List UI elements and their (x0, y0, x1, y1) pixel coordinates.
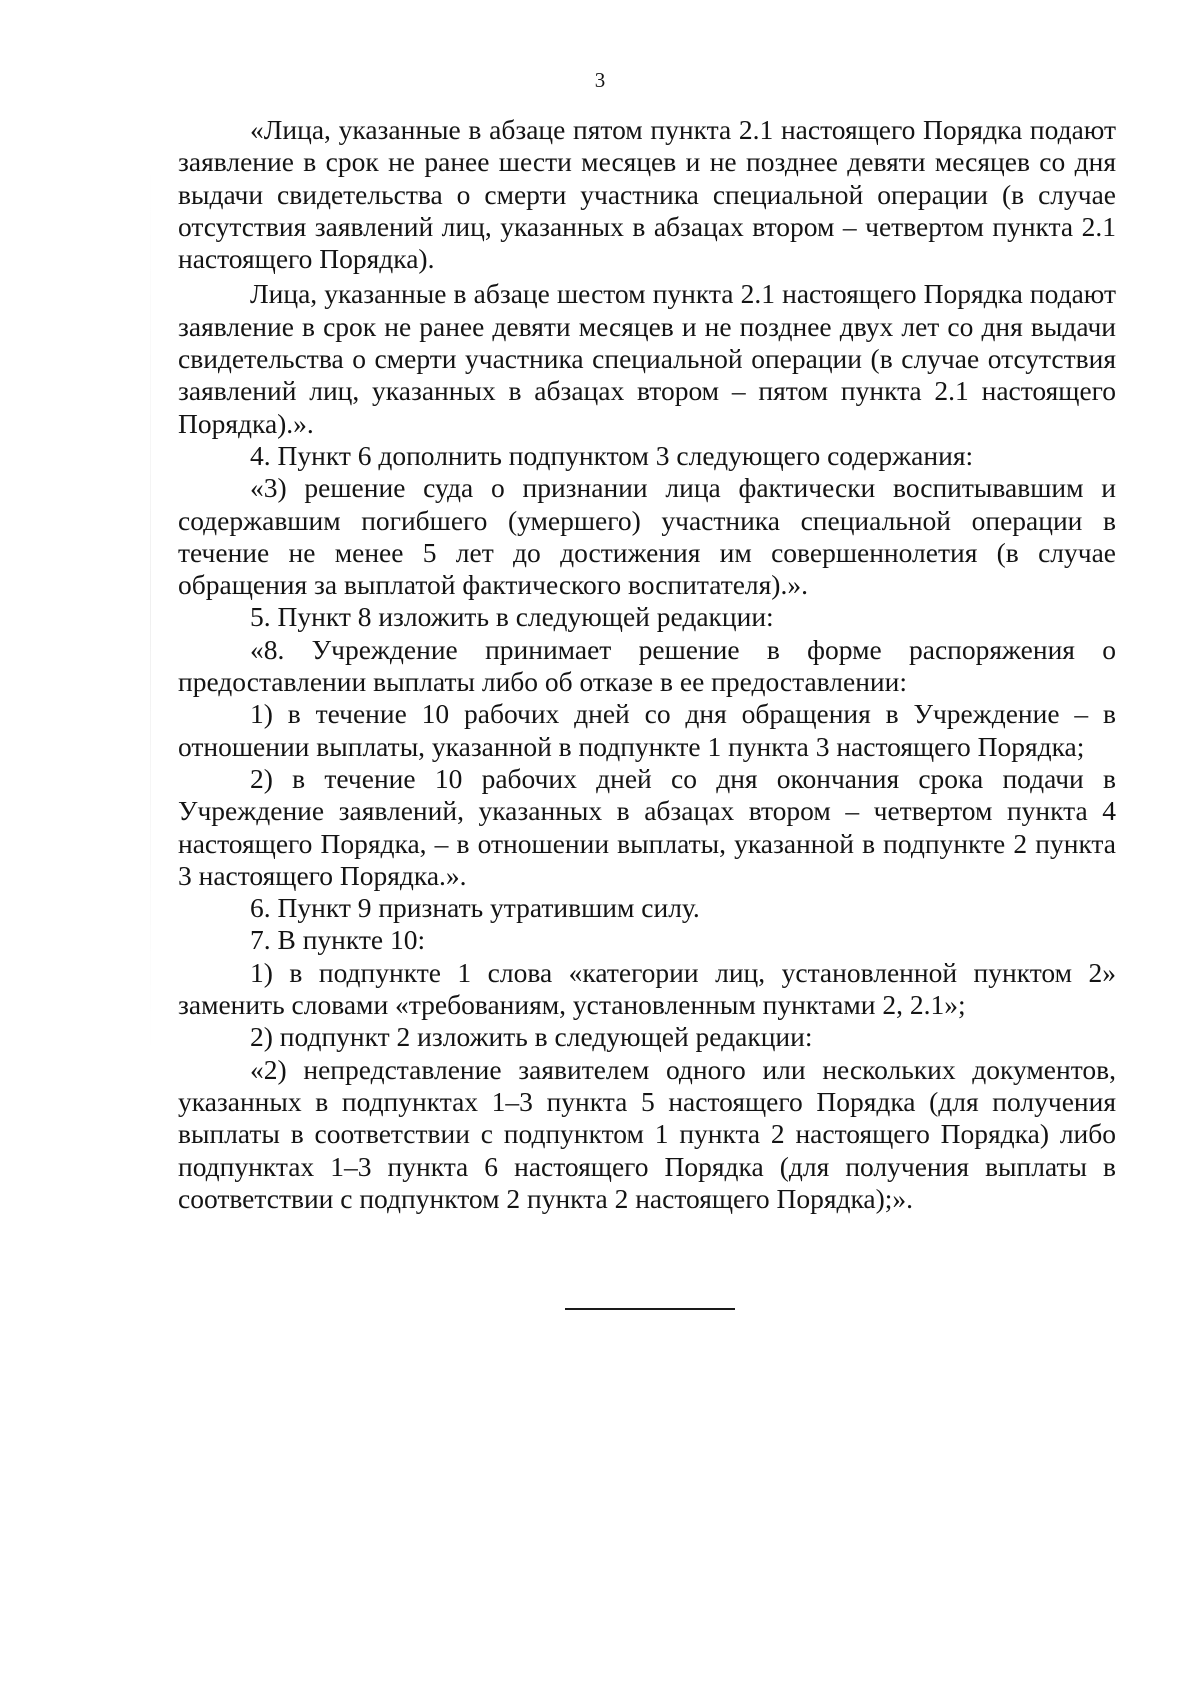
paragraph-5: 5. Пункт 8 изложить в следующей редакции: (250, 601, 774, 633)
paragraph-11: 1) в подпункте 1 слова «категории лиц, установленной пунктом 2» заменить словами «требованиям, установленным пунктами 2, 2.1»; (178, 956, 1116, 1021)
scan-margin-shadow (150, 160, 151, 1060)
document-body (178, 114, 1116, 1215)
paragraph-9: 6. Пункт 9 признать утратившим силу. (250, 892, 700, 924)
page-number: 3 (594, 68, 606, 92)
paragraph-1: «Лица, указанные в абзаце пятом пункта 2.1 настоящего Порядка подают заявление в срок не ранее шести месяцев и не позднее девяти месяцев со дня выдачи свидетельства о смерти участника специальной операции (в случае отсутствия заявлений лиц, указанных в абзацах втором – четвертом пункта 2.1 настоящего Порядка). (178, 114, 1116, 275)
paragraph-6: «8. Учреждение принимает решение в форме распоряжения о предоставлении выплаты либо об отказе в ее предоставлении: (178, 633, 1116, 698)
paragraph-3: 4. Пункт 6 дополнить подпунктом 3 следующего содержания: (250, 439, 974, 471)
paragraph-8: 2) в течение 10 рабочих дней со дня окончания срока подачи в Учреждение заявлений, указанных в абзацах втором – четвертом пункта 4 настоящего Порядка, – в отношении выплаты, указанной в подпункте 2 пункта 3 настоящего Порядка.». (178, 762, 1116, 891)
paragraph-12: 2) подпункт 2 изложить в следующей редакции: (250, 1021, 813, 1053)
paragraph-10: 7. В пункте 10: (250, 924, 426, 956)
paragraph-13: «2) непредставление заявителем одного или нескольких документов, указанных в подпунктах 1–3 пункта 5 настоящего Порядка (для получения выплаты в соответствии с подпунктом 1 пункта 2 настоящего Порядка) либо подпунктах 1–3 пункта 6 настоящего Порядка (для получения выплаты в соответствии с подпунктом 2 пункта 2 настоящего Порядка);». (178, 1053, 1116, 1214)
paragraph-4: «3) решение суда о признании лица фактически воспитывавшим и содержавшим погибшего (умершего) участника специальной операции в течение не менее 5 лет до достижения им совершеннолетия (в случае обращения за выплатой фактического воспитателя).». (178, 472, 1116, 601)
paragraph-2: Лица, указанные в абзаце шестом пункта 2.1 настоящего Порядка подают заявление в срок не ранее девяти месяцев и не позднее двух лет со дня выдачи свидетельства о смерти участника специальной операции (в случае отсутствия заявлений лиц, указанных в абзацах втором – пятом пункта 2.1 настоящего Порядка).». (178, 278, 1116, 439)
end-separator-line (565, 1308, 735, 1310)
paragraph-7: 1) в течение 10 рабочих дней со дня обращения в Учреждение – в отношении выплаты, указанной в подпункте 1 пункта 3 настоящего Порядка; (178, 698, 1116, 762)
